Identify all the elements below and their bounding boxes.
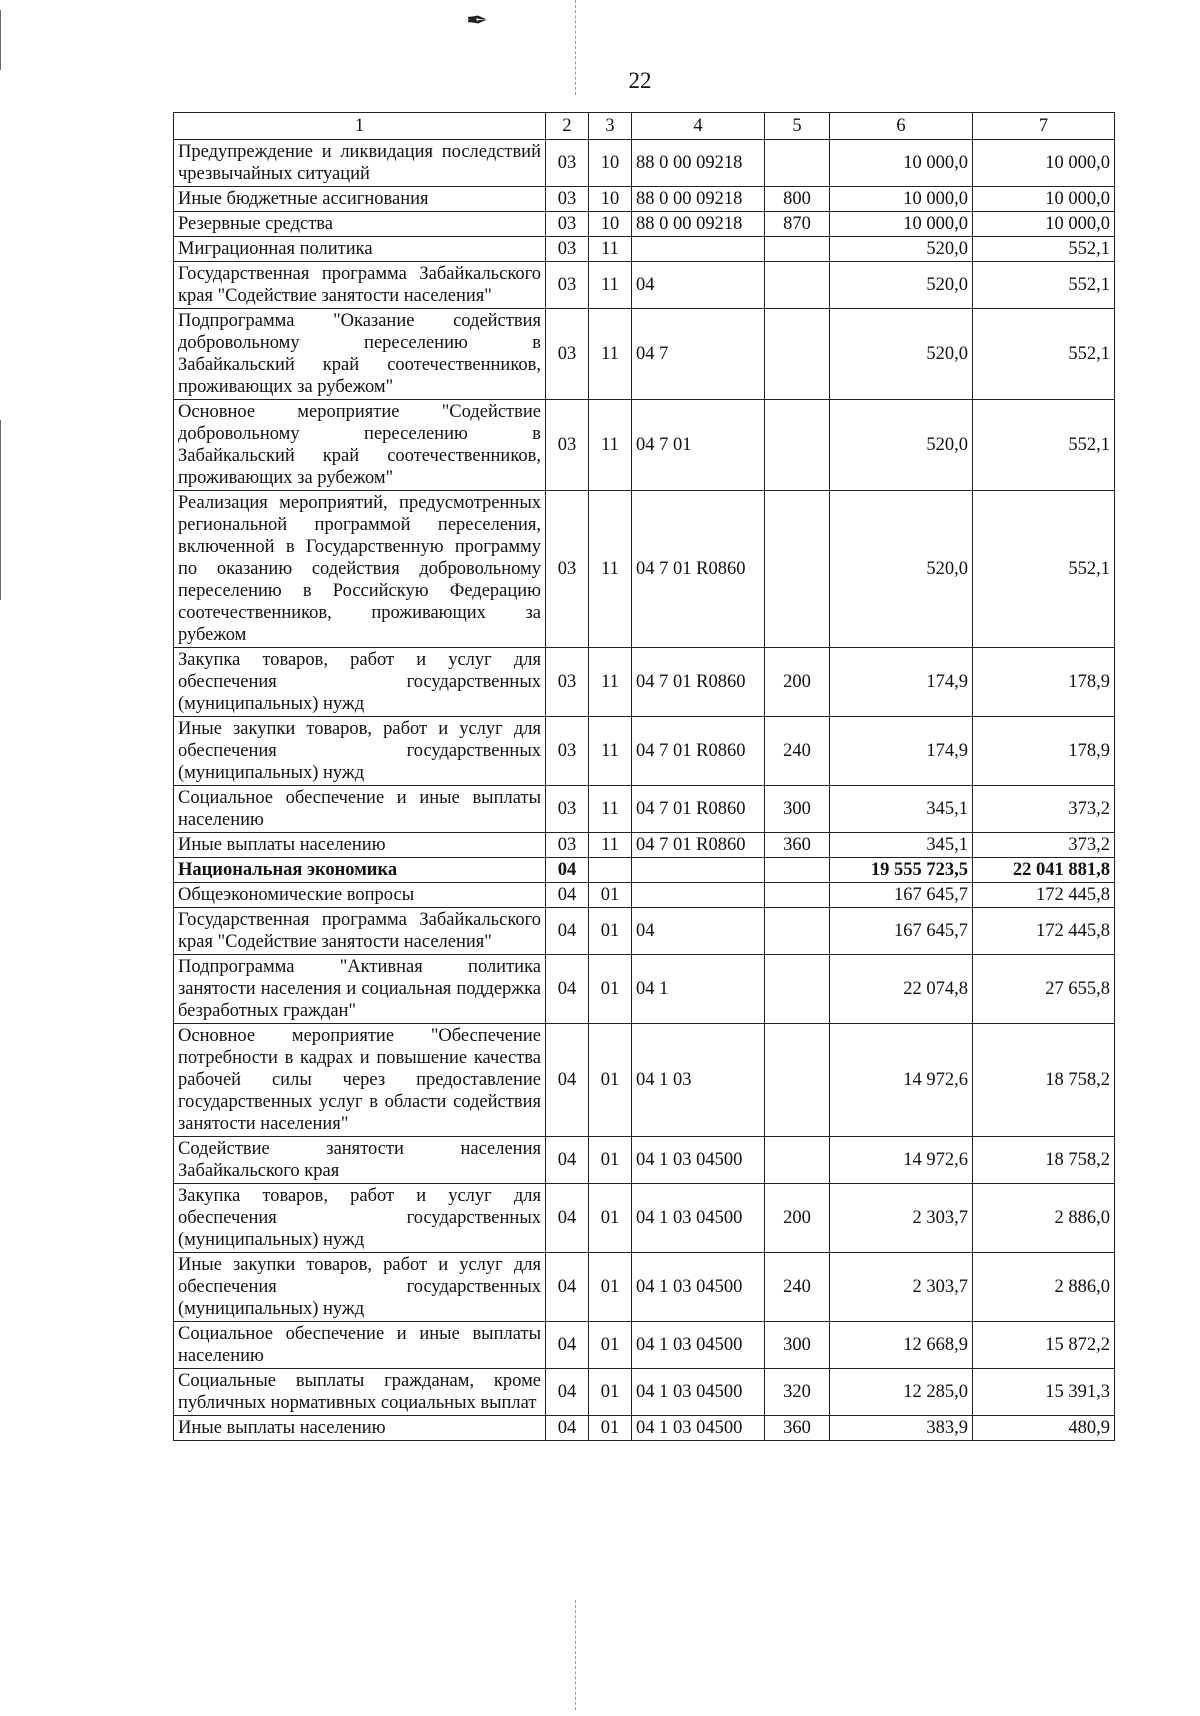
cell-target-article: 04 [632,908,765,955]
cell-expense-type [765,858,830,883]
cell-subsection: 11 [589,786,632,833]
cell-target-article [632,858,765,883]
cell-target-article: 88 0 00 09218 [632,140,765,187]
cell-amount-year-2: 480,9 [973,1416,1115,1441]
cell-amount-year-1: 520,0 [830,237,973,262]
table-row [174,1416,1115,1441]
table-row [174,883,1115,908]
cell-name: Иные выплаты населению [174,1416,546,1441]
cell-amount-year-2: 178,9 [973,717,1115,786]
cell-name: Основное мероприятие "Обеспечение потребности в кадрах и повышение качества рабочей силы через предоставление государственных услуг в области содействия занятости населения" [174,1024,546,1137]
cell-section: 03 [546,140,589,187]
cell-name: Государственная программа Забайкальского края "Содействие занятости населения" [174,262,546,309]
cell-target-article: 88 0 00 09218 [632,212,765,237]
stamp-mark-icon: ✒ [466,6,488,35]
table-row [174,212,1115,237]
cell-subsection: 11 [589,309,632,400]
cell-amount-year-1: 2 303,7 [830,1253,973,1322]
cell-name: Национальная экономика [174,858,546,883]
cell-target-article: 04 7 01 R0860 [632,833,765,858]
cell-amount-year-2: 552,1 [973,262,1115,309]
cell-subsection: 11 [589,237,632,262]
cell-subsection: 11 [589,491,632,648]
cell-subsection: 01 [589,1184,632,1253]
table-row [174,858,1115,883]
cell-subsection: 01 [589,883,632,908]
column-header: 2 [546,113,589,140]
cell-amount-year-2: 373,2 [973,786,1115,833]
cell-name: Содействие занятости населения Забайкальского края [174,1137,546,1184]
column-header: 1 [174,113,546,140]
cell-amount-year-2: 10 000,0 [973,140,1115,187]
cell-section: 04 [546,1369,589,1416]
cell-expense-type [765,140,830,187]
cell-target-article [632,883,765,908]
table-row [174,400,1115,491]
cell-amount-year-1: 174,9 [830,717,973,786]
cell-name: Резервные средства [174,212,546,237]
cell-amount-year-1: 14 972,6 [830,1024,973,1137]
cell-target-article: 04 7 01 R0860 [632,717,765,786]
cell-expense-type [765,309,830,400]
cell-target-article: 04 1 03 04500 [632,1369,765,1416]
cell-target-article: 04 7 01 R0860 [632,648,765,717]
cell-amount-year-1: 167 645,7 [830,908,973,955]
column-header: 3 [589,113,632,140]
table-row [174,491,1115,648]
cell-expense-type: 300 [765,1322,830,1369]
cell-amount-year-2: 373,2 [973,833,1115,858]
cell-amount-year-2: 15 872,2 [973,1322,1115,1369]
cell-amount-year-1: 520,0 [830,262,973,309]
cell-name: Иные закупки товаров, работ и услуг для обеспечения государственных (муниципальных) нужд [174,1253,546,1322]
table-row [174,237,1115,262]
cell-section: 04 [546,1253,589,1322]
cell-target-article: 04 1 03 [632,1024,765,1137]
cell-expense-type [765,400,830,491]
cell-amount-year-2: 172 445,8 [973,883,1115,908]
cell-amount-year-1: 2 303,7 [830,1184,973,1253]
table-row [174,262,1115,309]
cell-subsection: 11 [589,717,632,786]
table-row [174,1024,1115,1137]
cell-amount-year-1: 520,0 [830,491,973,648]
cell-subsection: 01 [589,1369,632,1416]
cell-expense-type [765,237,830,262]
table-row [174,1322,1115,1369]
cell-name: Иные закупки товаров, работ и услуг для обеспечения государственных (муниципальных) нужд [174,717,546,786]
cell-subsection: 10 [589,187,632,212]
cell-expense-type: 320 [765,1369,830,1416]
cell-target-article: 04 [632,262,765,309]
cell-amount-year-2: 10 000,0 [973,187,1115,212]
cell-expense-type: 800 [765,187,830,212]
cell-amount-year-1: 10 000,0 [830,140,973,187]
cell-amount-year-1: 12 668,9 [830,1322,973,1369]
cell-expense-type: 870 [765,212,830,237]
cell-target-article: 04 1 03 04500 [632,1416,765,1441]
cell-target-article: 04 7 01 R0860 [632,491,765,648]
cell-name: Государственная программа Забайкальского края "Содействие занятости населения" [174,908,546,955]
cell-section: 03 [546,491,589,648]
cell-subsection [589,858,632,883]
cell-amount-year-2: 10 000,0 [973,212,1115,237]
cell-amount-year-1: 167 645,7 [830,883,973,908]
table-header-row [174,113,1115,140]
cell-name: Предупреждение и ликвидация последствий чрезвычайных ситуаций [174,140,546,187]
cell-subsection: 01 [589,1137,632,1184]
cell-subsection: 10 [589,212,632,237]
cell-name: Социальное обеспечение и иные выплаты населению [174,1322,546,1369]
cell-name: Подпрограмма "Оказание содействия добровольному переселению в Забайкальский край соотечественников, проживающих за рубежом" [174,309,546,400]
cell-expense-type: 240 [765,1253,830,1322]
cell-name: Миграционная политика [174,237,546,262]
column-header: 7 [973,113,1115,140]
cell-section: 03 [546,786,589,833]
cell-amount-year-1: 345,1 [830,833,973,858]
table-row [174,717,1115,786]
cell-target-article: 04 1 [632,955,765,1024]
cell-section: 04 [546,1184,589,1253]
cell-section: 04 [546,908,589,955]
cell-section: 03 [546,648,589,717]
scan-edge-line [0,10,1,70]
cell-expense-type [765,262,830,309]
cell-amount-year-2: 178,9 [973,648,1115,717]
cell-target-article [632,237,765,262]
cell-amount-year-1: 174,9 [830,648,973,717]
cell-amount-year-2: 552,1 [973,237,1115,262]
scan-edge-line [0,420,1,600]
cell-amount-year-1: 520,0 [830,309,973,400]
cell-amount-year-1: 10 000,0 [830,187,973,212]
cell-amount-year-2: 172 445,8 [973,908,1115,955]
cell-name: Реализация мероприятий, предусмотренных региональной программой переселения, включенной в Государственную программу по оказанию содействия добровольному переселению в Российскую Федерацию соотечественников, проживающих за рубежом [174,491,546,648]
cell-name: Закупка товаров, работ и услуг для обеспечения государственных (муниципальных) нужд [174,1184,546,1253]
cell-expense-type [765,955,830,1024]
cell-subsection: 11 [589,262,632,309]
cell-amount-year-1: 520,0 [830,400,973,491]
cell-subsection: 11 [589,833,632,858]
cell-section: 04 [546,858,589,883]
cell-subsection: 11 [589,648,632,717]
cell-name: Иные бюджетные ассигнования [174,187,546,212]
table-row [174,786,1115,833]
table-body [174,140,1115,1441]
cell-target-article: 04 7 01 R0860 [632,786,765,833]
cell-section: 04 [546,883,589,908]
cell-amount-year-1: 12 285,0 [830,1369,973,1416]
cell-section: 04 [546,1137,589,1184]
cell-section: 03 [546,717,589,786]
cell-amount-year-2: 552,1 [973,491,1115,648]
cell-target-article: 04 1 03 04500 [632,1137,765,1184]
cell-section: 03 [546,212,589,237]
cell-amount-year-2: 15 391,3 [973,1369,1115,1416]
cell-expense-type [765,491,830,648]
cell-expense-type: 300 [765,786,830,833]
cell-section: 04 [546,1024,589,1137]
cell-subsection: 01 [589,1322,632,1369]
cell-amount-year-2: 22 041 881,8 [973,858,1115,883]
table-row [174,648,1115,717]
cell-amount-year-2: 27 655,8 [973,955,1115,1024]
cell-expense-type [765,883,830,908]
table-row [174,1369,1115,1416]
cell-amount-year-1: 345,1 [830,786,973,833]
cell-amount-year-2: 552,1 [973,400,1115,491]
cell-amount-year-1: 10 000,0 [830,212,973,237]
table-row [174,955,1115,1024]
cell-section: 04 [546,1322,589,1369]
cell-amount-year-2: 18 758,2 [973,1137,1115,1184]
cell-amount-year-2: 552,1 [973,309,1115,400]
cell-expense-type [765,1137,830,1184]
cell-name: Закупка товаров, работ и услуг для обеспечения государственных (муниципальных) нужд [174,648,546,717]
cell-amount-year-1: 14 972,6 [830,1137,973,1184]
cell-section: 03 [546,187,589,212]
cell-expense-type: 200 [765,648,830,717]
column-header: 6 [830,113,973,140]
cell-subsection: 01 [589,1024,632,1137]
table-row [174,1184,1115,1253]
cell-amount-year-1: 19 555 723,5 [830,858,973,883]
cell-section: 03 [546,833,589,858]
table-row [174,1253,1115,1322]
table-row [174,908,1115,955]
cell-subsection: 01 [589,908,632,955]
table-row [174,309,1115,400]
cell-name: Иные выплаты населению [174,833,546,858]
cell-section: 04 [546,955,589,1024]
cell-name: Социальные выплаты гражданам, кроме публичных нормативных социальных выплат [174,1369,546,1416]
cell-subsection: 10 [589,140,632,187]
cell-subsection: 01 [589,1416,632,1441]
cell-subsection: 11 [589,400,632,491]
cell-section: 03 [546,262,589,309]
cell-expense-type: 240 [765,717,830,786]
cell-amount-year-2: 18 758,2 [973,1024,1115,1137]
cell-expense-type: 360 [765,833,830,858]
cell-subsection: 01 [589,1253,632,1322]
cell-section: 03 [546,400,589,491]
page-number: 22 [628,68,652,93]
cell-subsection: 01 [589,955,632,1024]
cell-target-article: 04 7 01 [632,400,765,491]
table-row [174,187,1115,212]
cell-name: Общеэкономические вопросы [174,883,546,908]
cell-section: 03 [546,237,589,262]
cell-expense-type [765,1024,830,1137]
cell-target-article: 04 7 [632,309,765,400]
cell-expense-type: 360 [765,1416,830,1441]
budget-table [173,112,1115,1441]
table-row [174,833,1115,858]
cell-target-article: 04 1 03 04500 [632,1184,765,1253]
cell-name: Подпрограмма "Активная политика занятости населения и социальная поддержка безработных граждан" [174,955,546,1024]
cell-expense-type [765,908,830,955]
cell-name: Социальное обеспечение и иные выплаты населению [174,786,546,833]
cell-amount-year-2: 2 886,0 [973,1253,1115,1322]
cell-target-article: 88 0 00 09218 [632,187,765,212]
cell-name: Основное мероприятие "Содействие добровольному переселению в Забайкальский край соотечественников, проживающих за рубежом" [174,400,546,491]
column-header: 5 [765,113,830,140]
cell-amount-year-1: 383,9 [830,1416,973,1441]
table-row [174,140,1115,187]
cell-amount-year-1: 22 074,8 [830,955,973,1024]
fold-line [575,1600,576,1710]
cell-amount-year-2: 2 886,0 [973,1184,1115,1253]
cell-section: 03 [546,309,589,400]
cell-section: 04 [546,1416,589,1441]
cell-target-article: 04 1 03 04500 [632,1253,765,1322]
column-header: 4 [632,113,765,140]
cell-expense-type: 200 [765,1184,830,1253]
cell-target-article: 04 1 03 04500 [632,1322,765,1369]
table-row [174,1137,1115,1184]
